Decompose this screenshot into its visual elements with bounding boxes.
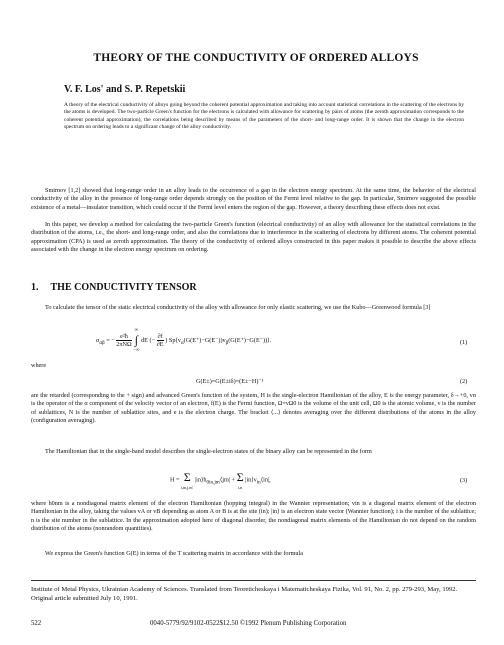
integral-icon: ∫ (134, 333, 138, 347)
eq3-term-1: |in⟩h (194, 476, 207, 484)
eq3-term-1-sub: 0in,jm (206, 479, 220, 486)
eq1-rest2: (G(E⁺)−G(E⁻))v (183, 336, 226, 344)
equation-1 (96, 328, 271, 353)
equation-3-number: (3) (460, 477, 468, 484)
eq1-rest: ) Sp⟨v (165, 336, 181, 344)
eq1-sub-alpha: α (180, 340, 184, 347)
authors: V. F. Los' and S. P. Repetskii (64, 84, 186, 95)
eq1-prefactor-num: e²ħ (116, 333, 131, 341)
eq3-sum-2 (237, 470, 244, 490)
eq1-equals: = − (106, 336, 115, 344)
eq1-lower-limit: −∞ (133, 348, 140, 353)
eq3-term-2-sub: in (256, 479, 261, 486)
section-title: THE CONDUCTIVITY TENSOR (50, 282, 197, 293)
footnote-rule (31, 580, 476, 581)
abstract: A theory of the electrical conductivity of alloys going beyond the coherent potential approximation and taking into account statistical correlations in the scattering of the electrons by the atoms is developed. The two-particle Green's function for the electrons is calculated with allowance for scattering by pairs of atoms (the zeroth approximation corresponds to the coherent potential approximation), the correlations being described by means of the parameters of the short- and long-range order. It is shown that the change in the electron spectrum on ordering leads to a significant change of the alloy conductivity. (64, 102, 464, 130)
section-heading (31, 282, 197, 293)
eq1-prefactor-den: 2πNΩ (116, 341, 132, 348)
equation-2: G(E±)=G(E±iδ)=(E±−H)⁻¹ (196, 378, 264, 385)
page-number: 522 (31, 620, 42, 627)
intro-paragraph-2: In this paper, we develop a method for calculating the two-particle Green's function (electrical conductivity) of an alloy with allowance for the statistical correlations in the distribution of the atoms, i.e., the short- and long-range order, and also the correlations due to interference in the scattering of electrons by different atoms. The coherent potential approximation (CPA) is used as zeroth approximation. The theory of the conductivity of ordered alloys constructed in this paper makes it possible to describe the above effects associated with the change in the electron energy spectrum on ordering. (31, 221, 476, 254)
eq3-sum-1-sub: i,m,j,m′ (181, 485, 194, 490)
intro-paragraph-1: Smirnov [1,2] showed that long-range order in an alloy leads to the occurrence of a gap in the electron energy spectrum. At the same time, the behavior of the electrical conductivity of the alloy in the presence of long-range order depends strongly on the position of the Fermi level relative to the gap. In particular, Smirnov suggested the possible existence of a metal—insulator transition, which could occur if the Fermi level enters the region of the gap. However, a theory describing these effects does not exist. (31, 187, 476, 211)
equation-2-number: (2) (460, 378, 468, 385)
footnote: Institute of Metal Physics, Ukrainian Academy of Sciences. Translated from Teoreticheskaya i Matematicheskaya Fizika, Vol. 91, No. 2, pp. 279-293, May, 1992. Original article submitted July 10, 1991. (31, 586, 458, 602)
sum-icon: Σ (183, 470, 191, 484)
eq3-sum-1 (181, 470, 193, 490)
sum-icon: Σ (236, 470, 244, 484)
copyright-line: 0040-5779/92/9102-0522$12.50 ©1992 Plenum Publishing Corporation (150, 620, 347, 627)
eq1-derivative-num: ∂f (157, 333, 163, 340)
section1-paragraph-2: are the retarded (corresponding to the + sign) and advanced Green's function of the system, H is the single-electron Hamiltonian of the alloy, E is the energy parameter, δ→+0, vα is the operator of the α component of the velocity vector of an electron, f(E) is the Fermi function, Ω=νΩ0 is the volume of the unit cell, Ω0 is the atomic volume, ν is the number of sublattices, N is the number of sublattice sites, and e is the electron charge. The bracket ⟨...⟩ denotes averaging over the different distributions of the atoms in the alloy (configuration averaging). (31, 392, 476, 425)
paper-title: THEORY OF THE CONDUCTIVITY OF ORDERED ALLOYS (93, 52, 419, 64)
eq3-lhs: H = (170, 476, 180, 484)
equation-1-number: (1) (460, 339, 468, 346)
eq1-upper-limit: ∞ (134, 328, 139, 333)
eq1-derivative-den: ∂E (156, 341, 164, 348)
eq1-rest3: (G(E⁺)−G(E⁻))⟩. (228, 336, 272, 344)
eq1-sub-beta: β (225, 340, 229, 347)
section1-paragraph-1: To calculate the tensor of the static electrical conductivity of the alloy with allowance for only elastic scattering, we use the Kubo—Greenwood formula [3] (45, 304, 431, 311)
eq1-derivative (157, 333, 164, 348)
eq3-term-2b: ⟨in|, (260, 476, 271, 484)
section1-paragraph-4: where h0nm is a nondiagonal matrix element of the electron Hamiltonian (hopping integral) in the Wannier representation; vin is a diagonal matrix element of the electron Hamiltonian in the alloy, taking the values vA or vB depending as atom A or B is at the site (in); |in⟩ is an electron state vector (Wannier function); i is the number of the sublattice; n is the site number in the sublattice. In the approximation adopted here of diagonal disorder, the nondiagonal matrix elements of the Hamiltonian do not depend on the random distribution of the atoms (nonrandom quantities). (31, 500, 476, 533)
section-number: 1. (31, 282, 39, 293)
section1-paragraph-3: The Hamiltonian that in the single-band model describes the single-electron states of the binary alloy can be represented in the form (45, 448, 372, 455)
eq1-integrand: dE (− (141, 336, 156, 344)
eq1-integral (133, 328, 139, 353)
eq3-term-1b: ⟨jm| + (219, 476, 236, 484)
eq3-sum-2-sub: i,n (238, 485, 243, 490)
eq3-term-2: |in⟩v (245, 476, 257, 484)
where-label-1: where (31, 362, 47, 369)
eq1-prefactor (116, 333, 131, 348)
section1-paragraph-5: We express the Green's function G(E) in terms of the T scattering matrix in accordance with the formula (45, 550, 303, 557)
equation-3 (170, 470, 271, 490)
eq1-lhs: σ (96, 336, 100, 344)
eq1-lhs-sub: αβ (99, 340, 105, 347)
